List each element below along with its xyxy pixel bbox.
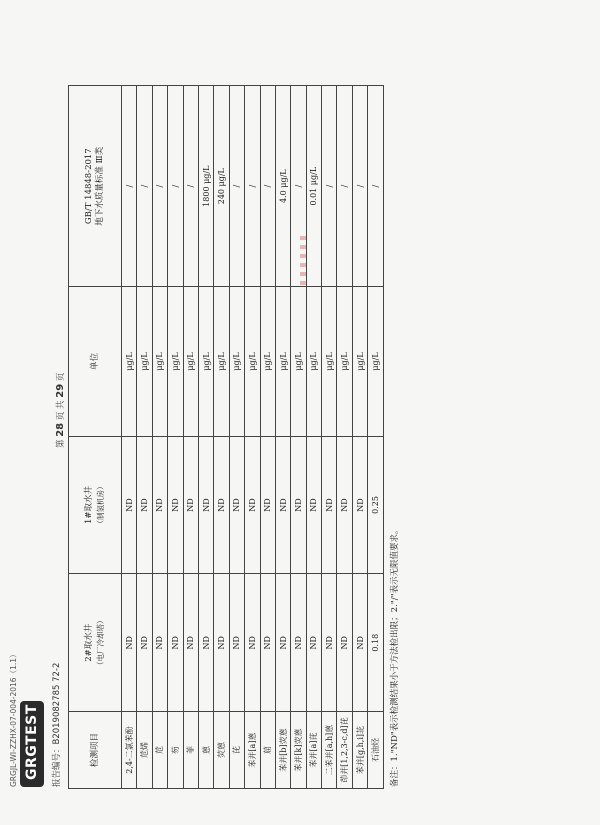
cell-item: 2,4-二氯苯酚 xyxy=(122,712,137,789)
cell-well-2: ND xyxy=(275,574,290,712)
cell-well-1: ND xyxy=(306,436,321,574)
cell-item: 蒽 xyxy=(198,712,213,789)
scan-mark xyxy=(300,235,306,285)
cell-item: 苊烯 xyxy=(137,712,152,789)
cell-well-2: ND xyxy=(291,574,306,712)
cell-item: 芴 xyxy=(168,712,183,789)
cell-standard: / xyxy=(229,86,244,287)
cell-well-2: ND xyxy=(260,574,275,712)
cell-well-1: ND xyxy=(152,436,167,574)
cell-well-1: ND xyxy=(322,436,337,574)
cell-well-1: ND xyxy=(137,436,152,574)
cell-well-2: ND xyxy=(183,574,198,712)
cell-well-1: 0.25 xyxy=(368,436,383,574)
page-total: 29 xyxy=(55,383,66,398)
table-row xyxy=(198,86,213,789)
header-unit: 单位 xyxy=(69,287,122,436)
cell-standard: 240 μg/L xyxy=(214,86,229,287)
cell-well-2: ND xyxy=(229,574,244,712)
cell-unit: μg/L xyxy=(337,287,352,436)
cell-well-1: ND xyxy=(183,436,198,574)
table-row xyxy=(306,86,321,789)
cell-item: 二苯并[a,h]蒽 xyxy=(322,712,337,789)
cell-well-2: ND xyxy=(245,574,260,712)
header-well-2-sub: （电厂冷却塔） xyxy=(96,616,105,669)
remark-note: 备注：1."ND"表示检测结果小于方法检出限；2."/"表示无限值要求。 xyxy=(390,525,400,787)
cell-well-1: ND xyxy=(214,436,229,574)
cell-item: 苯并[a]芘 xyxy=(306,712,321,789)
cell-item: 菲 xyxy=(183,712,198,789)
table-row xyxy=(214,86,229,789)
table-row xyxy=(322,86,337,789)
document-code: GRGJL-WI-ZZHX-07-004-2016（1.1） xyxy=(9,650,18,787)
cell-standard: / xyxy=(352,86,367,287)
table-row xyxy=(122,86,137,789)
table-row xyxy=(352,86,367,789)
page-current: 28 xyxy=(55,422,66,437)
page-prefix: 第 xyxy=(56,439,66,448)
cell-unit: μg/L xyxy=(306,287,321,436)
cell-well-2: ND xyxy=(168,574,183,712)
header-well-1-sub: （制氢机房） xyxy=(96,482,105,528)
page-number xyxy=(54,373,66,448)
cell-well-1: ND xyxy=(291,436,306,574)
cell-item: 苯并[a]蒽 xyxy=(245,712,260,789)
cell-well-1: ND xyxy=(245,436,260,574)
table-row xyxy=(291,86,306,789)
header-standard-code: GB/T 14848-2017 xyxy=(84,148,94,225)
cell-standard: / xyxy=(322,86,337,287)
table-body xyxy=(122,86,384,789)
header-standard-name: 地下水质量标准 Ⅲ类 xyxy=(95,146,105,226)
cell-standard: / xyxy=(260,86,275,287)
cell-item: 苯并[k]荧蒽 xyxy=(291,712,306,789)
report-number: 报告编号：B2019082785 72-2 xyxy=(52,662,62,787)
cell-well-2: ND xyxy=(137,574,152,712)
cell-well-2: ND xyxy=(306,574,321,712)
cell-standard: / xyxy=(245,86,260,287)
table-row xyxy=(229,86,244,789)
test-results-table xyxy=(68,85,384,789)
table-row xyxy=(245,86,260,789)
cell-standard: 4.0 μg/L xyxy=(275,86,290,287)
cell-unit: μg/L xyxy=(152,287,167,436)
cell-standard: / xyxy=(152,86,167,287)
table-row xyxy=(168,86,183,789)
header-item: 检测项目 xyxy=(69,712,122,789)
cell-well-1: ND xyxy=(229,436,244,574)
cell-standard: / xyxy=(368,86,383,287)
header-well-1 xyxy=(69,436,122,574)
header-well-2-name: 2#取水井 xyxy=(84,623,94,662)
cell-standard: / xyxy=(337,86,352,287)
table-header-row xyxy=(69,86,122,789)
cell-item: 茚并[1,2,3-c,d]芘 xyxy=(337,712,352,789)
cell-standard: / xyxy=(183,86,198,287)
table-row xyxy=(137,86,152,789)
table-row xyxy=(183,86,198,789)
cell-well-2: ND xyxy=(122,574,137,712)
cell-unit: μg/L xyxy=(214,287,229,436)
cell-unit: μg/L xyxy=(352,287,367,436)
cell-unit: μg/L xyxy=(368,287,383,436)
cell-unit: μg/L xyxy=(183,287,198,436)
cell-item: 荧蒽 xyxy=(214,712,229,789)
cell-standard: / xyxy=(137,86,152,287)
cell-standard: / xyxy=(168,86,183,287)
cell-standard: 1800 μg/L xyxy=(198,86,213,287)
table-row xyxy=(368,86,383,789)
cell-unit: μg/L xyxy=(245,287,260,436)
cell-well-1: ND xyxy=(275,436,290,574)
header-standard xyxy=(69,86,122,287)
cell-item: 石油烃 xyxy=(368,712,383,789)
page-suffix: 页 xyxy=(56,372,66,382)
cell-unit: μg/L xyxy=(291,287,306,436)
cell-well-1: ND xyxy=(198,436,213,574)
cell-unit: μg/L xyxy=(168,287,183,436)
header-well-2 xyxy=(69,574,122,712)
cell-well-2: ND xyxy=(322,574,337,712)
cell-unit: μg/L xyxy=(229,287,244,436)
cell-item: 苊 xyxy=(152,712,167,789)
logo-text: GRGTEST xyxy=(24,704,40,780)
cell-item: 苯并[b]荧蒽 xyxy=(275,712,290,789)
cell-unit: μg/L xyxy=(275,287,290,436)
cell-unit: μg/L xyxy=(260,287,275,436)
cell-unit: μg/L xyxy=(122,287,137,436)
cell-standard: / xyxy=(291,86,306,287)
cell-item: 芘 xyxy=(229,712,244,789)
table-row xyxy=(275,86,290,789)
cell-well-1: ND xyxy=(122,436,137,574)
cell-well-1: ND xyxy=(260,436,275,574)
cell-well-2: ND xyxy=(337,574,352,712)
cell-item: 䓛 xyxy=(260,712,275,789)
cell-item: 苯并[g,h,i]苝 xyxy=(352,712,367,789)
grgtest-logo xyxy=(20,701,44,787)
cell-standard: 0.01 μg/L xyxy=(306,86,321,287)
header-well-1-name: 1#取水井 xyxy=(84,485,94,525)
cell-well-2: 0.18 xyxy=(368,574,383,712)
cell-well-1: ND xyxy=(337,436,352,574)
cell-well-1: ND xyxy=(168,436,183,574)
table-row xyxy=(152,86,167,789)
table-row xyxy=(337,86,352,789)
cell-unit: μg/L xyxy=(198,287,213,436)
cell-well-1: ND xyxy=(352,436,367,574)
table-row xyxy=(260,86,275,789)
cell-well-2: ND xyxy=(152,574,167,712)
cell-standard: / xyxy=(122,86,137,287)
page-middle: 页 共 xyxy=(56,400,66,421)
cell-unit: μg/L xyxy=(137,287,152,436)
cell-well-2: ND xyxy=(214,574,229,712)
cell-unit: μg/L xyxy=(322,287,337,436)
cell-well-2: ND xyxy=(352,574,367,712)
cell-well-2: ND xyxy=(198,574,213,712)
